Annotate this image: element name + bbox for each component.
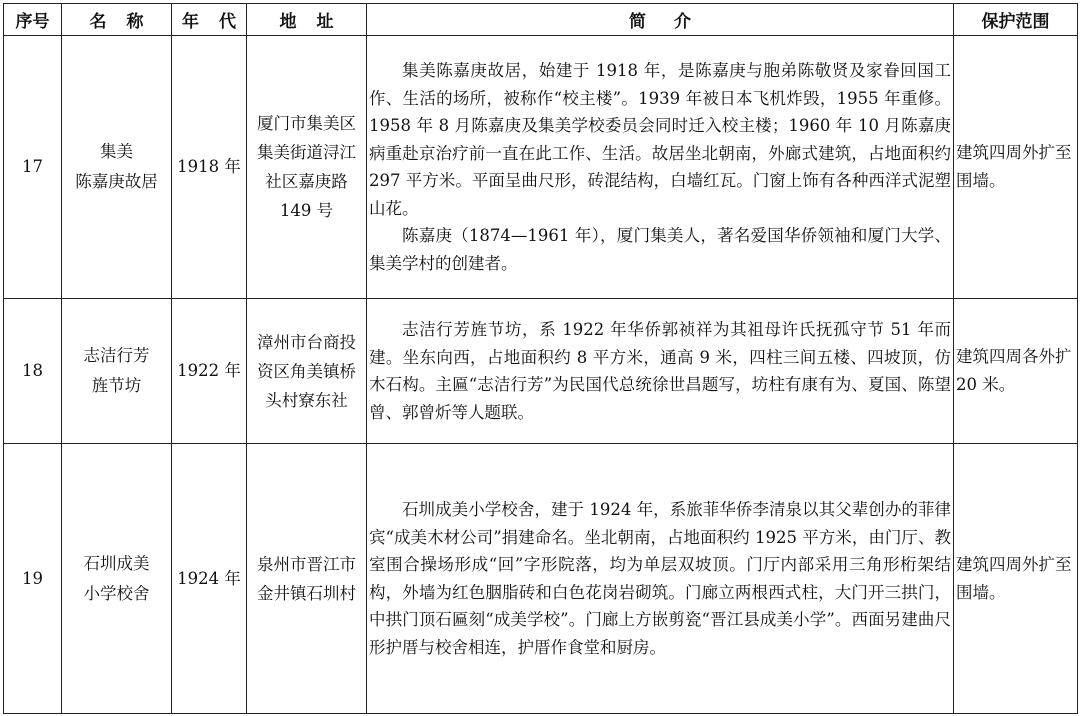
row-name [62, 36, 172, 299]
row-intro [367, 36, 954, 299]
row-seq: 17 [4, 36, 62, 299]
row-era: 1924 年 [172, 444, 247, 714]
table-row [4, 299, 1078, 444]
header-row [4, 4, 1078, 36]
row-scope: 建筑四周各外扩 20 米。 [954, 299, 1078, 444]
header-era: 年 代 [172, 4, 247, 36]
row-name-line1: 石圳成美 [83, 553, 150, 573]
row-address: 厦门市集美区集美街道浔江社区嘉庚路 149 号 [247, 36, 367, 299]
row-address: 泉州市晋江市金井镇石圳村 [247, 444, 367, 714]
row-intro-paragraph: 石圳成美小学校舍，建于 1924 年，系旅菲华侨李清泉以其父辈创办的菲律宾“成美木材公司”捐建命名。坐北朝南，占地面积约 1925 平方米，由门厅、教室围合操场形成“回”字形院落，均为单层双坡顶。门厅内部采用三角形桁架结构，外墙为红色胭脂砖和白色花岗岩砌筑。门廊立两根西式柱，大门开三拱门，中拱门顶石匾刻“成美学校”。门廊上方嵌剪瓷“晋江县成美小学”。西面另建曲尺形护厝与校舍相连，护厝作食堂和厨房。 [369, 500, 951, 657]
header-address: 地 址 [247, 4, 367, 36]
row-name [62, 444, 172, 714]
row-intro-paragraph: 志洁行芳旌节坊，系 1922 年华侨郭祯祥为其祖母许氏抚孤守节 51 年而建。坐东向西，占地面积约 8 平方米，通高 9 米，四柱三间五楼、四坡顶，仿木石构。主匾“志洁行芳”为民国代总统徐世昌题写，坊柱有康有为、夏国、陈望曾、郭曾炘等人题联。 [369, 320, 951, 422]
row-era: 1918 年 [172, 36, 247, 299]
row-name-line2: 小学校舍 [83, 583, 150, 603]
row-intro [367, 299, 954, 444]
row-address: 漳州市台商投资区角美镇桥头村寮东社 [247, 299, 367, 444]
table-row [4, 36, 1078, 299]
row-scope: 建筑四周外扩至围墙。 [954, 444, 1078, 714]
heritage-table [3, 3, 1078, 714]
row-scope: 建筑四周外扩至围墙。 [954, 36, 1078, 299]
row-name-line2: 陈嘉庚故居 [75, 172, 158, 191]
row-name-line1: 志洁行芳 [83, 346, 150, 365]
header-seq: 序号 [4, 4, 62, 36]
header-scope: 保护范围 [954, 4, 1078, 36]
row-name [62, 299, 172, 444]
row-seq: 18 [4, 299, 62, 444]
table-row [4, 444, 1078, 714]
row-intro-paragraph: 陈嘉庚（1874—1961 年），厦门集美人，著名爱国华侨领袖和厦门大学、集美学村的创建者。 [369, 226, 951, 273]
row-seq: 19 [4, 444, 62, 714]
row-name-line2: 旌节坊 [91, 376, 142, 395]
header-name: 名 称 [62, 4, 172, 36]
row-intro-paragraph: 集美陈嘉庚故居，始建于 1918 年，是陈嘉庚与胞弟陈敬贤及家眷回国工作、生活的场所，被称作“校主楼”。1939 年被日本飞机炸毁，1955 年重修。1958 年 8 月陈嘉庚及集美学校委员会同时迁入校主楼；1960 年 10 月陈嘉庚病重赴京治疗前一直在此工作、生活。故居坐北朝南，外廊式建筑，占地面积约 297 平方米。平面呈曲尺形，砖混结构，白墙红瓦。门窗上饰有各种西洋式泥塑山花。 [369, 61, 951, 218]
row-intro [367, 444, 954, 714]
row-era: 1922 年 [172, 299, 247, 444]
header-intro: 简 介 [367, 4, 954, 36]
row-name-line1: 集美 [100, 142, 133, 161]
